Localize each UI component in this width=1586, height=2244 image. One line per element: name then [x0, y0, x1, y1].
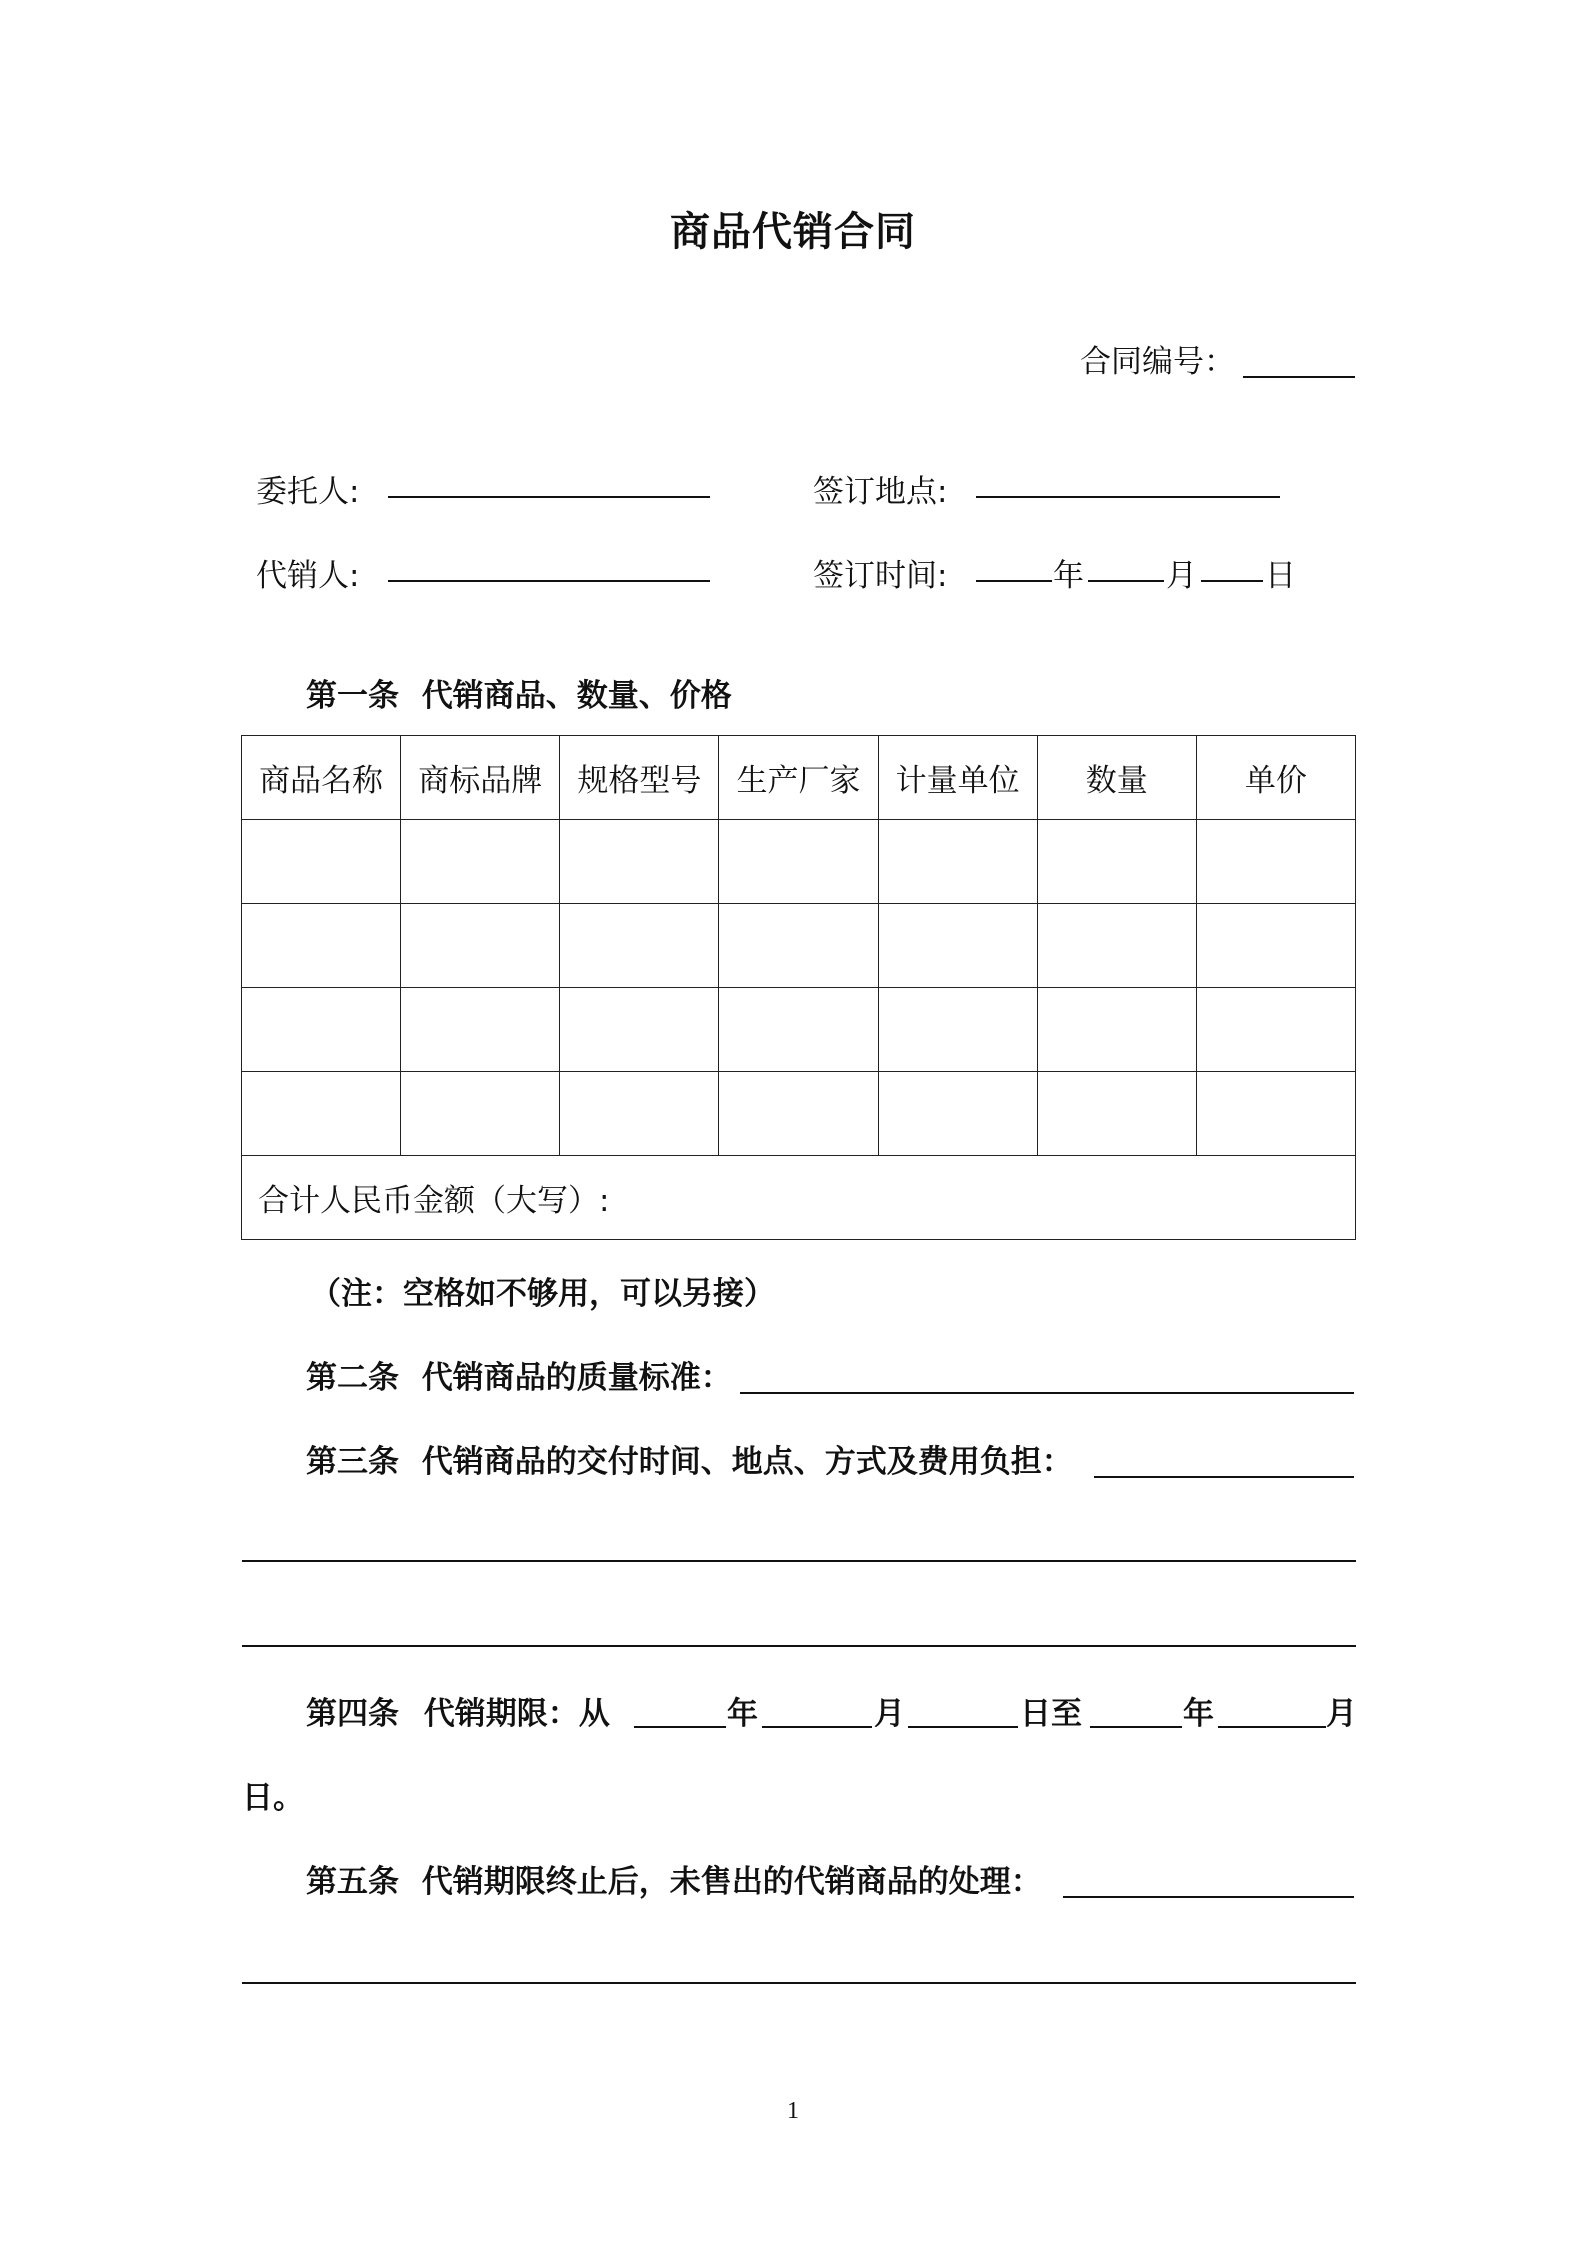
page-number: 1	[787, 2098, 799, 2124]
table-cell[interactable]	[401, 820, 560, 904]
col-quantity: 数量	[1037, 736, 1196, 820]
table-cell[interactable]	[719, 904, 878, 988]
table-row	[242, 904, 1356, 988]
delivery-terms-line-3[interactable]	[242, 1645, 1356, 1647]
total-row	[242, 1156, 1356, 1240]
col-brand: 商标品牌	[401, 736, 560, 820]
delivery-terms-line-2[interactable]	[242, 1560, 1356, 1562]
term-start-month-unit: 月	[874, 1696, 905, 1732]
article2-number: 第二条	[306, 1360, 399, 1396]
sign-year-unit: 年	[1053, 558, 1084, 594]
col-product-name: 商品名称	[242, 736, 401, 820]
table-cell[interactable]	[242, 1072, 401, 1156]
table-note: （注：空格如不够用，可以另接）	[310, 1276, 775, 1312]
agent-label: 代销人:	[256, 558, 360, 594]
table-cell[interactable]	[560, 904, 719, 988]
article4-number: 第四条	[306, 1696, 399, 1732]
table-cell[interactable]	[1196, 904, 1355, 988]
article3-text: 代销商品的交付时间、地点、方式及费用负担：	[421, 1444, 1073, 1480]
table-cell[interactable]	[1037, 988, 1196, 1072]
table-cell[interactable]	[401, 988, 560, 1072]
term-start-day-to: 日至	[1020, 1696, 1082, 1732]
article1-number: 第一条	[306, 678, 399, 714]
principal-label: 委托人:	[256, 474, 360, 510]
goods-table	[241, 735, 1356, 1240]
sign-place-label: 签订地点:	[813, 474, 948, 510]
article3-number: 第三条	[306, 1444, 399, 1480]
unsold-goods-line-2[interactable]	[242, 1982, 1356, 1984]
total-amount-cell[interactable]: 合计人民币金额（大写）:	[242, 1156, 1356, 1240]
table-cell[interactable]	[560, 820, 719, 904]
quality-standard-field[interactable]	[740, 1392, 1354, 1394]
term-start-day-field[interactable]	[908, 1726, 1018, 1728]
term-end-day-unit: 日。	[242, 1780, 304, 1816]
table-cell[interactable]	[242, 904, 401, 988]
article3-heading	[306, 1436, 1073, 1481]
term-end-year-unit: 年	[1183, 1696, 1214, 1732]
table-cell[interactable]	[1037, 904, 1196, 988]
table-cell[interactable]	[401, 904, 560, 988]
col-unit: 计量单位	[878, 736, 1037, 820]
principal-field[interactable]	[388, 496, 710, 498]
sign-month-unit: 月	[1166, 558, 1197, 594]
sign-day-unit: 日	[1265, 558, 1296, 594]
table-cell[interactable]	[560, 988, 719, 1072]
article5-number: 第五条	[306, 1864, 399, 1900]
article1-text: 代销商品、数量、价格	[421, 678, 732, 714]
table-row	[242, 820, 1356, 904]
sign-time-label: 签订时间:	[813, 558, 948, 594]
contract-no-label: 合同编号：	[1080, 344, 1235, 380]
table-cell[interactable]	[242, 988, 401, 1072]
sign-day-field[interactable]	[1201, 580, 1263, 582]
article4-text: 代销期限：从	[423, 1696, 610, 1732]
table-cell[interactable]	[1196, 1072, 1355, 1156]
table-cell[interactable]	[242, 820, 401, 904]
article2-text: 代销商品的质量标准：	[421, 1360, 732, 1396]
unsold-goods-field[interactable]	[1063, 1896, 1354, 1898]
table-cell[interactable]	[719, 988, 878, 1072]
table-cell[interactable]	[719, 1072, 878, 1156]
term-start-month-field[interactable]	[762, 1726, 872, 1728]
article5-heading	[306, 1856, 1042, 1901]
col-manufacturer: 生产厂家	[719, 736, 878, 820]
table-cell[interactable]	[878, 988, 1037, 1072]
term-end-month-unit: 月	[1326, 1696, 1357, 1732]
term-start-year-field[interactable]	[634, 1726, 726, 1728]
article1-heading	[306, 670, 732, 715]
term-end-month-field[interactable]	[1218, 1726, 1326, 1728]
col-unit-price: 单价	[1196, 736, 1355, 820]
sign-month-field[interactable]	[1088, 580, 1164, 582]
table-cell[interactable]	[560, 1072, 719, 1156]
article2-heading	[306, 1352, 732, 1397]
table-cell[interactable]	[878, 820, 1037, 904]
term-end-year-field[interactable]	[1090, 1726, 1182, 1728]
sign-year-field[interactable]	[976, 580, 1052, 582]
table-cell[interactable]	[878, 1072, 1037, 1156]
table-cell[interactable]	[1196, 820, 1355, 904]
table-row	[242, 988, 1356, 1072]
sign-place-field[interactable]	[976, 496, 1280, 498]
table-cell[interactable]	[1196, 988, 1355, 1072]
table-cell[interactable]	[1037, 820, 1196, 904]
table-cell[interactable]	[1037, 1072, 1196, 1156]
contract-no-field[interactable]	[1243, 376, 1355, 378]
table-cell[interactable]	[719, 820, 878, 904]
goods-table-header-row	[242, 736, 1356, 820]
article4-heading	[306, 1688, 610, 1733]
table-cell[interactable]	[401, 1072, 560, 1156]
agent-field[interactable]	[388, 580, 710, 582]
term-start-year-unit: 年	[727, 1696, 758, 1732]
table-row	[242, 1072, 1356, 1156]
col-spec: 规格型号	[560, 736, 719, 820]
document-title: 商品代销合同	[670, 209, 916, 255]
article5-text: 代销期限终止后，未售出的代销商品的处理：	[421, 1864, 1042, 1900]
delivery-terms-field[interactable]	[1094, 1476, 1354, 1478]
table-cell[interactable]	[878, 904, 1037, 988]
